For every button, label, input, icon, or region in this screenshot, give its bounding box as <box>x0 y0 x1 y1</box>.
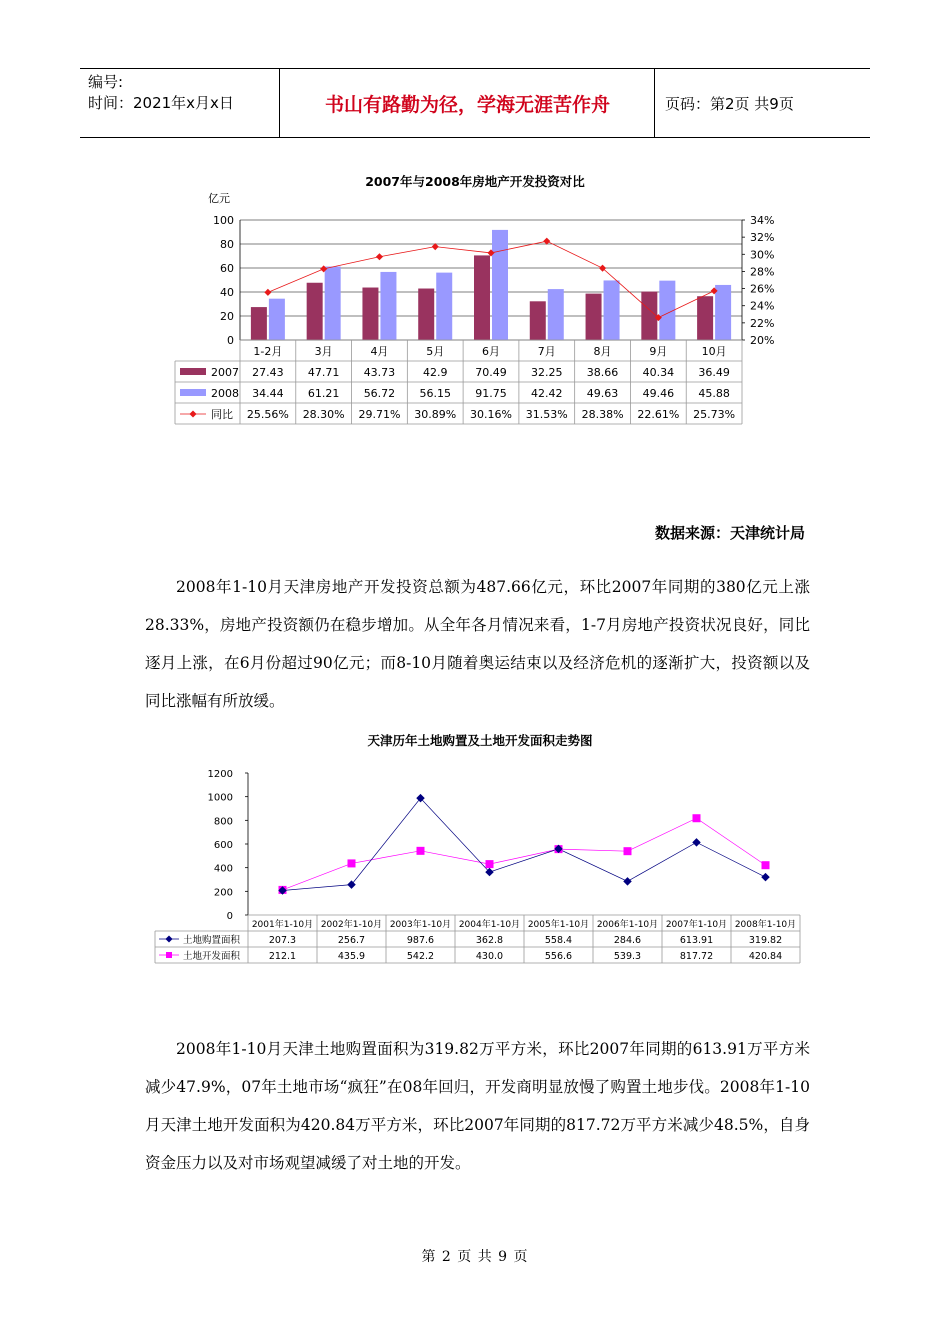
x-tick-label: 2001年1-10月 <box>251 920 314 930</box>
table-cell: 284.6 <box>613 935 642 946</box>
x-tick-label: 6月 <box>482 345 500 358</box>
table-cell: 613.91 <box>679 935 714 946</box>
table-cell: 42.9 <box>422 366 448 379</box>
legend-marker-yoy <box>189 410 196 417</box>
bar-2008 <box>436 273 452 340</box>
paragraph-investment <box>145 568 810 720</box>
table-cell: 25.56% <box>246 408 289 421</box>
bar-2007 <box>641 292 657 340</box>
bar-2007 <box>697 296 713 340</box>
table-cell: 42.42 <box>531 387 563 400</box>
purchase-point <box>623 877 631 885</box>
header-motto: 书山有路勤为径，学海无涯苦作舟 <box>281 69 655 137</box>
y-tick-label: 800 <box>213 816 233 828</box>
x-tick-label: 2004年1-10月 <box>458 920 521 930</box>
x-tick-label: 4月 <box>370 345 389 358</box>
land-area-trend-chart <box>0 725 950 975</box>
legend-label-2007: 2007 <box>211 366 239 379</box>
y2-tick-label: 34% <box>750 214 775 227</box>
page-footer: 第 2 页 共 9 页 <box>421 1249 529 1265</box>
table-cell: 28.38% <box>581 408 624 421</box>
y2-tick-label: 20% <box>750 334 775 347</box>
x-tick-label: 7月 <box>537 345 556 358</box>
y-axis-unit: 亿元 <box>208 192 230 205</box>
develop-point <box>417 847 425 855</box>
table-cell: 319.82 <box>748 935 783 946</box>
number-label: 编号: <box>88 73 124 91</box>
table-cell: 49.63 <box>586 387 619 400</box>
legend-label-yoy: 同比 <box>211 408 233 421</box>
table-cell: 32.25 <box>531 366 563 379</box>
y-tick-label: 80 <box>220 238 234 251</box>
bar-2008 <box>715 285 731 340</box>
time-label: 时间：2021年x月x日 <box>88 94 234 112</box>
y2-tick-label: 30% <box>750 248 775 262</box>
table-cell: 207.3 <box>268 935 297 946</box>
bar-2007 <box>530 301 546 340</box>
x-tick-label: 8月 <box>593 345 612 358</box>
bar-2007 <box>362 288 378 340</box>
purchase-point <box>692 838 700 846</box>
table-cell: 29.71% <box>358 408 401 421</box>
bar-2007 <box>307 283 323 340</box>
table-cell: 817.72 <box>679 951 714 962</box>
y-tick-label: 600 <box>213 840 233 851</box>
legend-marker-develop <box>166 952 172 958</box>
legend-swatch-2007 <box>180 368 206 375</box>
table-cell: 430.0 <box>475 951 504 962</box>
table-cell: 56.15 <box>419 387 451 400</box>
table-cell: 542.2 <box>406 951 435 962</box>
y-tick-label: 1200 <box>207 769 233 780</box>
yoy-point <box>543 238 550 245</box>
table-cell: 61.21 <box>307 387 340 400</box>
header-meta <box>80 69 280 137</box>
develop-point <box>693 814 701 822</box>
x-tick-label: 1-2月 <box>253 345 283 358</box>
page-header <box>80 68 870 138</box>
develop-point <box>624 847 632 855</box>
y-tick-label: 0 <box>226 911 233 922</box>
develop-point <box>348 859 356 867</box>
purchase-point <box>761 873 769 881</box>
table-cell: 28.30% <box>302 408 345 421</box>
develop-point <box>486 860 494 868</box>
bar-2008 <box>492 230 508 340</box>
x-tick-label: 2007年1-10月 <box>665 920 728 930</box>
x-tick-label: 2003年1-10月 <box>389 920 452 930</box>
table-cell: 45.88 <box>698 387 730 400</box>
x-tick-label: 10月 <box>701 345 727 358</box>
legend-label-purchase: 土地购置面积 <box>183 935 241 946</box>
paragraph-land-text: 2008年1-10月天津土地购置面积为319.82万平方米，环比2007年同期的613.91万平方米减少47.9%，07年土地市场“疯狂”在08年回归，开发商明显放慢了购置土地步伐。2008年1-10月天津土地开发面积为420.84万平方米，环比2007年同期的817.72万平方米减少48.5%，自身资金压力以及对市场观望减缓了对土地的开发。 <box>145 1040 810 1172</box>
series-develop-line <box>283 818 766 890</box>
bar-2007 <box>586 294 602 340</box>
x-tick-label: 5月 <box>426 345 445 358</box>
table-cell: 56.72 <box>363 387 396 400</box>
bar-2008 <box>269 299 285 340</box>
y-tick-label: 1000 <box>207 792 233 804</box>
y2-tick-label: 22% <box>750 316 775 330</box>
table-cell: 362.8 <box>475 935 504 946</box>
develop-point <box>762 861 770 869</box>
chart-title: 2007年与2008年房地产开发投资对比 <box>365 174 585 189</box>
bar-2008 <box>548 289 564 340</box>
y-tick-label: 60 <box>220 262 234 275</box>
x-tick-label: 2005年1-10月 <box>527 920 590 930</box>
legend-marker-purchase <box>165 935 172 942</box>
table-cell: 558.4 <box>544 935 573 946</box>
table-cell: 34.44 <box>252 387 284 400</box>
legend-label-2008: 2008 <box>211 387 239 400</box>
bar-2007 <box>418 289 434 340</box>
bar-2008 <box>604 280 620 340</box>
series-purchase-line <box>283 798 766 890</box>
y-tick-label: 200 <box>213 887 233 899</box>
header-page-info: 页码：第2页 共9页 <box>665 94 794 113</box>
legend-label-develop: 土地开发面积 <box>183 951 241 962</box>
table-cell: 420.84 <box>748 951 783 962</box>
table-cell: 30.89% <box>414 408 457 421</box>
chart-title: 天津历年土地购置及土地开发面积走势图 <box>367 733 593 748</box>
y-tick-label: 20 <box>220 310 234 323</box>
x-tick-label: 2008年1-10月 <box>734 920 797 930</box>
table-cell: 70.49 <box>475 366 507 379</box>
bar-2007 <box>251 307 267 340</box>
table-cell: 91.75 <box>475 387 507 400</box>
table-cell: 256.7 <box>337 935 366 946</box>
x-tick-label: 2006年1-10月 <box>596 920 659 930</box>
yoy-point <box>264 289 271 296</box>
table-cell: 49.46 <box>642 387 675 400</box>
table-cell: 38.66 <box>586 366 619 379</box>
investment-comparison-chart <box>0 160 950 440</box>
y2-tick-label: 28% <box>750 265 775 279</box>
y-tick-label: 40 <box>220 286 234 299</box>
table-cell: 40.34 <box>642 366 675 379</box>
paragraph-investment-text: 2008年1-10月天津房地产开发投资总额为487.66亿元，环比2007年同期的380亿元上涨28.33%，房地产投资额仍在稳步增加。从全年各月情况来看，1-7月房地产投资状况良好，同比逐月上涨，在6月份超过90亿元；而8-10月随着奥运结束以及经济危机的逐渐扩大，投资额以及同比涨幅有所放缓。 <box>145 578 810 710</box>
table-cell: 435.9 <box>337 951 366 962</box>
table-cell: 539.3 <box>613 951 642 962</box>
y-tick-label: 0 <box>227 334 234 347</box>
table-cell: 36.49 <box>698 366 730 379</box>
bar-2008 <box>325 267 341 340</box>
y-tick-label: 400 <box>213 863 233 875</box>
table-cell: 212.1 <box>268 951 297 962</box>
x-tick-label: 3月 <box>314 345 333 358</box>
bar-2008 <box>380 272 396 340</box>
purchase-point <box>347 880 355 888</box>
x-tick-label: 9月 <box>649 345 668 358</box>
yoy-point <box>376 253 383 260</box>
y-tick-label: 100 <box>213 214 234 227</box>
table-cell: 25.73% <box>693 408 736 421</box>
bar-2007 <box>474 255 490 340</box>
table-cell: 987.6 <box>406 935 435 946</box>
paragraph-land <box>145 1030 810 1182</box>
legend-swatch-2008 <box>180 389 206 396</box>
data-source: 数据来源：天津统计局 <box>654 524 805 542</box>
table-cell: 43.73 <box>363 366 396 379</box>
table-cell: 27.43 <box>252 366 284 379</box>
table-cell: 30.16% <box>470 408 512 421</box>
y2-tick-label: 26% <box>750 282 775 296</box>
y2-tick-label: 32% <box>750 231 775 245</box>
table-cell: 31.53% <box>525 408 568 421</box>
table-cell: 556.6 <box>544 951 573 962</box>
table-cell: 47.71 <box>307 366 340 379</box>
x-tick-label: 2002年1-10月 <box>320 920 383 930</box>
y2-tick-label: 24% <box>750 299 775 313</box>
table-cell: 22.61% <box>637 408 680 421</box>
